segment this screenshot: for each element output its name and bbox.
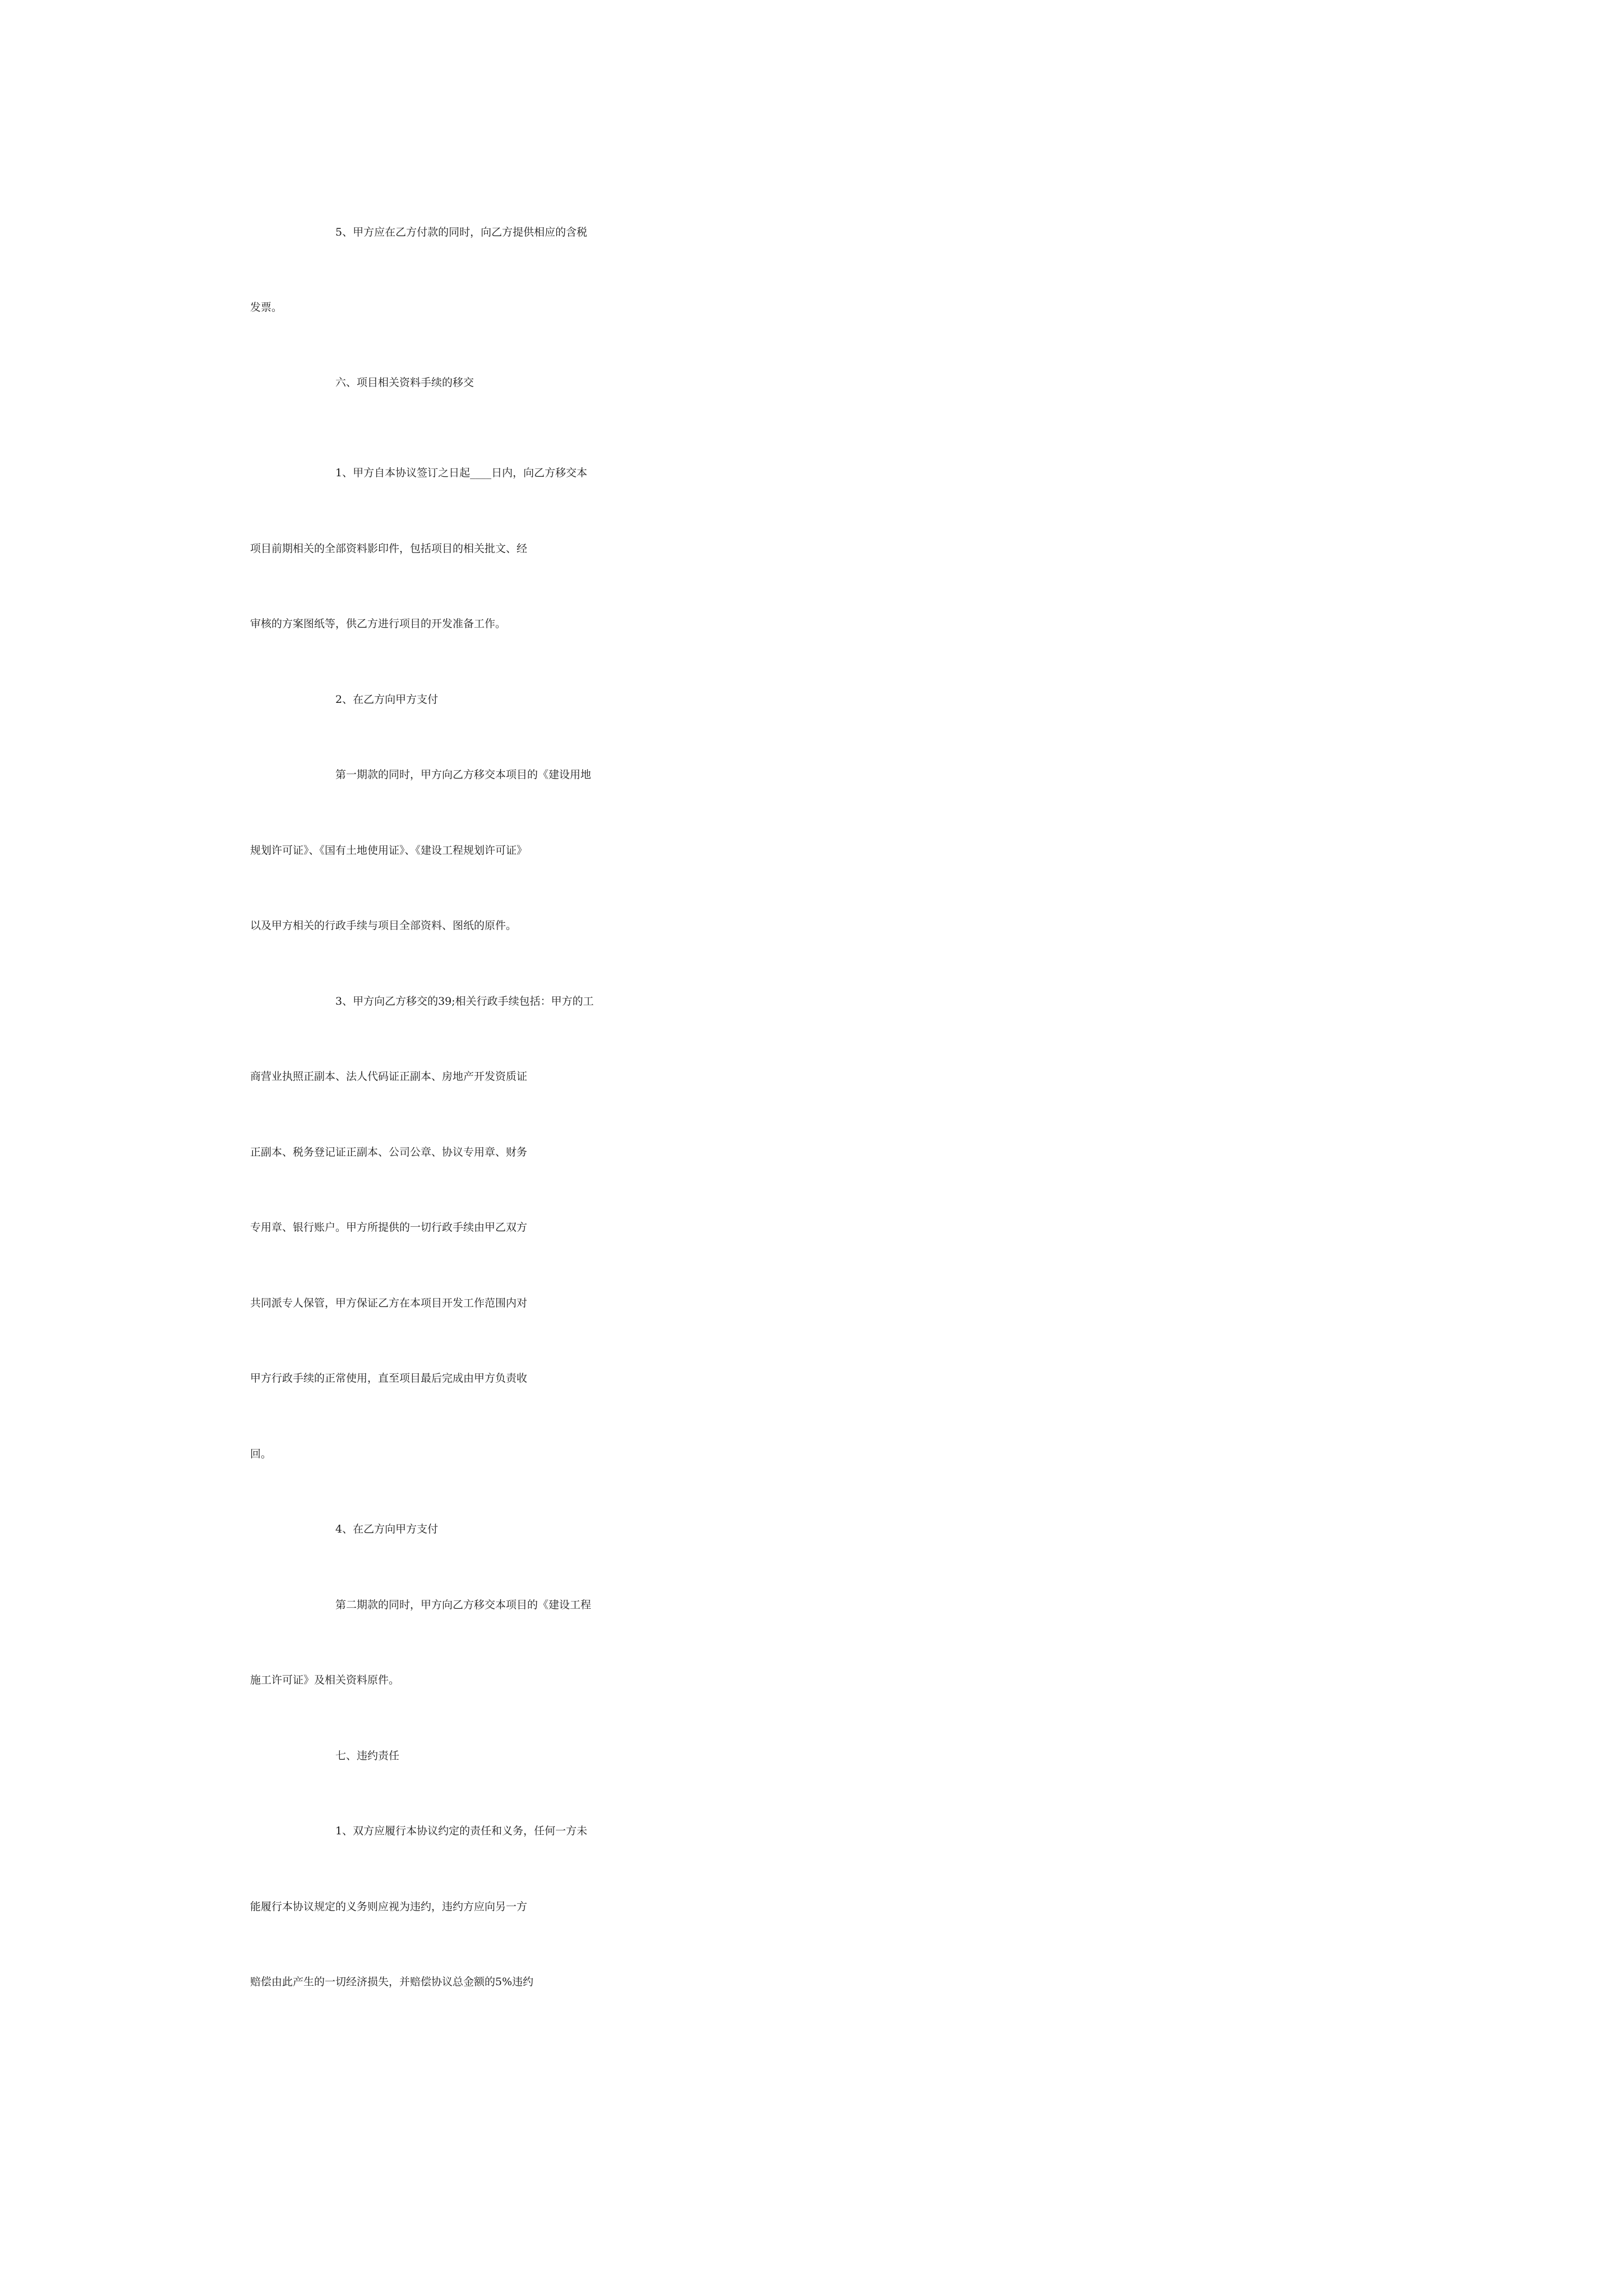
text-line: 第一期款的同时，甲方向乙方移交本项目的《建设用地 — [335, 769, 592, 781]
text-line: 审核的方案图纸等，供乙方进行项目的开发准备工作。 — [250, 618, 506, 630]
text-line: 1、双方应履行本协议约定的责任和义务，任何一方未 — [335, 1825, 588, 1837]
text-line: 共同派专人保管，甲方保证乙方在本项目开发工作范围内对 — [250, 1297, 528, 1309]
text-line: 5、甲方应在乙方付款的同时，向乙方提供相应的含税 — [335, 226, 588, 238]
text-line: 甲方行政手续的正常使用，直至项目最后完成由甲方负责收 — [250, 1372, 528, 1384]
text-line: 赔偿由此产生的一切经济损失，并赔偿协议总金额的5%违约 — [250, 1976, 534, 1988]
text-line: 专用章、银行账户。甲方所提供的一切行政手续由甲乙双方 — [250, 1221, 528, 1234]
text-line: 回。 — [250, 1448, 272, 1460]
text-line: 3、甲方向乙方移交的39;相关行政手续包括：甲方的工 — [335, 995, 594, 1007]
text-line: 正副本、税务登记证正副本、公司公章、协议专用章、财务 — [250, 1146, 528, 1158]
text-line: 4、在乙方向甲方支付 — [335, 1523, 439, 1535]
text-line: 规划许可证》、《国有土地使用证》、《建设工程规划许可证》 — [250, 844, 528, 857]
text-line: 商营业执照正副本、法人代码证正副本、房地产开发资质证 — [250, 1070, 528, 1083]
text-line: 能履行本协议规定的义务则应视为违约，违约方应向另一方 — [250, 1901, 528, 1913]
text-line: 第二期款的同时，甲方向乙方移交本项目的《建设工程 — [335, 1599, 592, 1611]
section-heading: 七、违约责任 — [335, 1750, 400, 1762]
text-line: 2、在乙方向甲方支付 — [335, 693, 439, 706]
text-line: 施工许可证》及相关资料原件。 — [250, 1674, 400, 1686]
text-line: 1、甲方自本协议签订之日起____日内，向乙方移交本 — [335, 467, 588, 479]
text-line: 发票。 — [250, 301, 283, 314]
section-heading: 六、项目相关资料手续的移交 — [335, 376, 474, 389]
text-line: 以及甲方相关的行政手续与项目全部资料、图纸的原件。 — [250, 919, 517, 932]
text-line: 项目前期相关的全部资料影印件，包括项目的相关批文、经 — [250, 542, 528, 555]
